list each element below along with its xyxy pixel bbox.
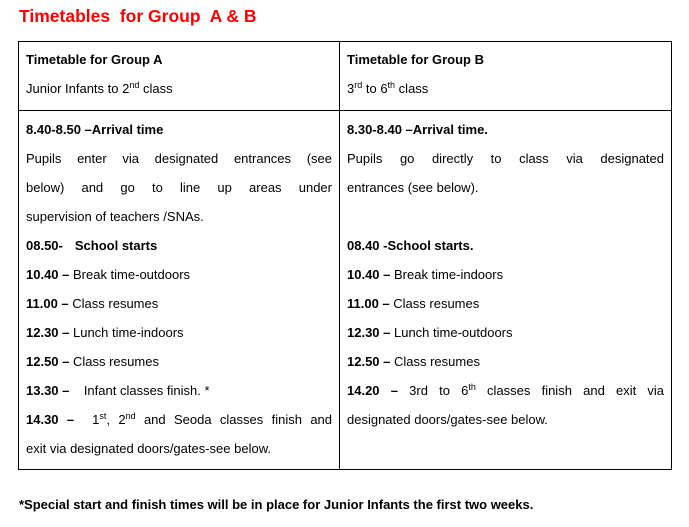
group-a-class-resumes-1: 11.00 – Class resumes — [26, 296, 159, 311]
group-b-heading: Timetable for Group B — [347, 52, 484, 67]
group-b-classes: 3rd to 6th class — [347, 80, 429, 96]
group-b-school-starts: 08.40 -School starts. — [347, 238, 474, 253]
group-b-header-cell — [340, 42, 672, 111]
group-a-header-cell — [19, 42, 340, 111]
group-a-schedule-cell — [19, 111, 340, 470]
group-a-enter-line-1: Pupils enter via designated entrances (see — [26, 151, 332, 166]
group-a-break: 10.40 – Break time-outdoors — [26, 267, 191, 282]
page-title: Timetables for Group A & B — [19, 6, 257, 26]
group-b-class-resumes-2: 12.50 – Class resumes — [347, 354, 480, 369]
group-b-arrival: 8.30-8.40 –Arrival time. — [347, 122, 488, 137]
group-b-finish-line-1: 14.20 – 3rd to 6th classes finish and exit via — [347, 382, 665, 398]
group-b-lunch: 12.30 – Lunch time-outdoors — [347, 325, 513, 340]
group-b-spacer — [347, 202, 664, 231]
group-a-classes: Junior Infants to 2nd class — [26, 80, 173, 96]
group-a-heading: Timetable for Group A — [26, 52, 163, 67]
group-b-class-resumes-1: 11.00 – Class resumes — [347, 296, 480, 311]
group-b-enter-line-2: entrances (see below). — [347, 180, 479, 195]
table-header-row — [19, 42, 672, 111]
group-b-finish-line-2: designated doors/gates-see below. — [347, 412, 548, 427]
group-a-lunch: 12.30 – Lunch time-indoors — [26, 325, 184, 340]
group-a-arrival: 8.40-8.50 –Arrival time — [26, 122, 164, 137]
group-b-schedule-cell — [340, 111, 672, 470]
group-b-break: 10.40 – Break time-indoors — [347, 267, 504, 282]
group-a-infant-finish: 13.30 – Infant classes finish. * — [26, 383, 210, 398]
group-a-finish-line-1: 14.30 – 1st, 2nd and Seoda classes finish and — [26, 411, 333, 427]
group-b-enter-line-1: Pupils go directly to class via designated — [347, 151, 664, 166]
group-a-class-resumes-2: 12.50 – Class resumes — [26, 354, 159, 369]
group-a-enter-line-2: below) and go to line up areas under — [26, 180, 332, 195]
group-a-enter-line-3: supervision of teachers /SNAs. — [26, 209, 204, 224]
group-a-finish-line-2: exit via designated doors/gates-see below. — [26, 441, 271, 456]
table-body-row — [19, 111, 672, 470]
group-a-school-starts: 08.50- School starts — [26, 238, 158, 253]
footnote: *Special start and finish times will be in place for Junior Infants the first two weeks. — [19, 497, 534, 512]
timetable-table — [18, 41, 672, 470]
